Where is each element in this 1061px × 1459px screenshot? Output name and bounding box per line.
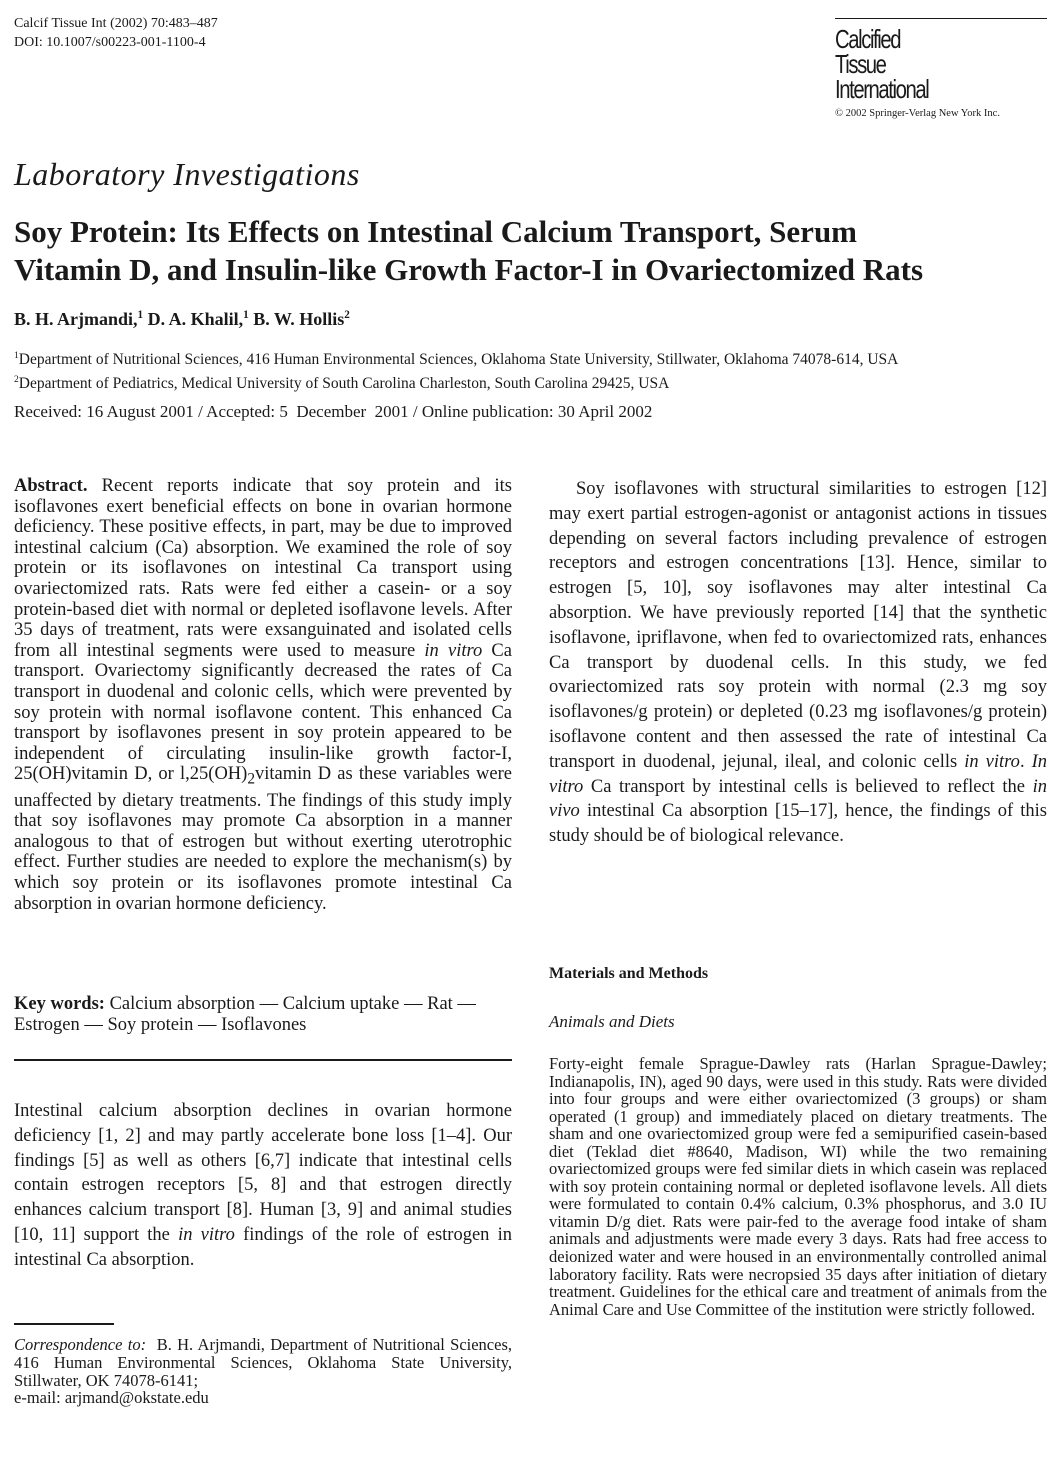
logo-word-3: International [835,74,929,104]
affiliation-text: Department of Pediatrics, Medical University of South Carolina Charleston, South Carolina 29425, USA [18,375,670,393]
author-affiliation-mark: 2 [344,309,350,321]
abstract-text: vitamin D as these variables were unaffected by dietary treatments. The findings of this study imply that soy isoflavones may promote Ca absorption in a manner analogous to that of estrogen but without exerting uterotrophic effect. Further studies are needed to explore the mechanism(s) by which soy protein or its isoflavones promote intestinal Ca absorption in ovarian hormone deficiency. [14,764,512,914]
doi: DOI: 10.1007/s00223-001-1100-4 [14,35,206,50]
keywords-label: Key words: [14,994,105,1014]
correspondence-text: B. H. Arjmandi, Department of Nutritional Sciences, 416 Human Environmental Sciences, Oklahoma State University, Stillwater, OK 74078-6141; [14,1335,517,1390]
paragraph-text: intestinal Ca absorption [15–17], hence, the findings of this study should be of biological relevance. [549,801,1047,847]
intro-paragraph-2 [549,477,1047,849]
paragraph-italic: In vitro [549,751,1048,797]
intro-text: findings of the role of estrogen in intestinal Ca absorption. [14,1224,512,1270]
abstract [14,476,512,914]
paragraph-text: Soy isoflavones with structural similarities to estrogen [12] may exert partial estrogen-agonist or antagonist actions in tissues depending on several factors including prevalence of estrogen receptors and estrogen concentrations [13]. Hence, similar to estrogen [5, 10], soy isoflavones may alter intestinal Ca absorption. We have previously reported [14] that the synthetic isoflavone, ipriflavone, when fed to ovariectomized rats, enhances Ca transport by duodenal cells. In this study, we fed ovariectomized rats soy protein with normal (2.3 mg soy isoflavones/g protein) or depleted (0.23 mg isoflavones/g protein) isoflavone content and then assessed the rate of intestinal Ca transport in duodenal, jejunal, ileal, and colonic cells [549,479,1047,772]
paper-title [14,213,1044,289]
paragraph-italic: in vitro [964,751,1020,772]
affiliation-item [14,346,1054,370]
title-line-2: Vitamin D, and Insulin-like Growth Factor-I in Ovariectomized Rats [14,252,924,287]
abstract-divider [14,1059,512,1061]
abstract-text: Ca transport. Ovariectomy significantly decreased the rates of Ca transport in duodenal and colonic cells, which were prevented by soy protein with normal isoflavone content. This enhanced Ca transport by isoflavones present in soy protein appeared to be independent of circulating insulin-like growth factor-I, 25(OH)vitamin D, or l,25(OH) [14,640,512,785]
paragraph-text: Ca transport by intestinal cells is believed to reflect the [583,776,1033,797]
logo-word-1: Calcified [835,24,901,54]
intro-text: Intestinal calcium absorption declines in ovarian hormone deficiency [1, 2] and may partly accelerate bone loss [1–4]. Our findings [5] as well as others [6,7] indicate that intestinal cells contain estrogen receptors [5, 8] and that estrogen directly enhances calcium transport [8]. Human [3, 9] and animal studies [10, 11] support the [14,1101,512,1245]
methods-heading: Materials and Methods [549,965,709,982]
abstract-subscript: 2 [247,771,256,788]
footnote-divider [14,1323,114,1325]
affiliation-item [14,370,1054,394]
author-name: B. W. Hollis [253,309,345,329]
affiliation-number: 2 [14,374,19,386]
affiliation-number: 1 [14,350,19,361]
title-line-1: Soy Protein: Its Effects on Intestinal Calcium Transport, Serum [14,214,858,249]
methods-subheading: Animals and Diets [549,1012,675,1031]
affiliations [14,346,1054,394]
keywords-text: Calcium absorption — Calcium uptake — Rat — Estrogen — Soy protein — Isoflavones [14,994,476,1035]
citation-block [14,14,218,52]
affiliation-text: Department of Nutritional Sciences, 416 Human Environmental Sciences, Oklahoma State University, Stillwater, Oklahoma 74078-614, USA [18,351,899,369]
journal-citation: Calcif Tissue Int (2002) 70:483–487 [14,16,218,31]
abstract-italic: in vitro [424,640,483,661]
correspondence-label: Correspondence to: [14,1335,147,1354]
journal-logo [835,18,1047,119]
author-list [14,309,350,330]
logo-word-2: Tissue [835,49,886,79]
abstract-text: Recent reports indicate that soy protein and its isoflavones exert beneficial effects on bone in ovarian hormone deficiency. These positive effects, in part, may be due to improved intestinal calcium (Ca) absorption. We examined the role of soy protein or its isoflavones on intestinal Ca transport using ovariectomized rats. Rats were fed either a casein- or a soy protein-based diet with normal or depleted isoflavone levels. After 35 days of treatment, rats were exsanguinated and isolated cells from all intestinal segments were used to measure [14,476,512,661]
author-affiliation-mark: 1 [243,309,249,321]
received-dates: Received: 16 August 2001 / Accepted: 5 December 2001 / Online publication: 30 April 2002 [14,402,653,421]
paragraph-text: . [1019,751,1032,772]
methods-paragraph: Forty-eight female Sprague-Dawley rats (Harlan Sprague-Dawley; Indianapolis, IN), aged 90 days, were used in this study. Rats were divided into four groups and were either ovariectomized (3 groups) or sham operated (1 group) and immediately placed on dietary treatments. The sham and one ovariectomized group were fed a semipurified casein-based diet (Teklad diet #8640, Madison, WI) while the two remaining ovariectomized groups were fed similar diets in which casein was replaced with soy protein containing normal or depleted isoflavone levels. All diets were formulated to contain 0.4% calcium, 0.3% phosphorus, and 3.0 IU vitamin D/g diet. Rats were pair-fed to the average food intake of sham animals and adjustments were made every 3 days. Rats had free access to deionized water and were housed in an environmentally controlled animal laboratory facility. Rats were necropsied 35 days after initiation of dietary treatment. Guidelines for the ethical care and treatment of animals from the Animal Care and Use Committee of the institution were strictly followed. [549,1054,1047,1319]
abstract-label: Abstract. [14,476,88,496]
intro-italic: in vitro [178,1224,235,1245]
author-name: B. H. Arjmandi, [14,309,138,329]
logo-rule [835,18,1047,19]
introduction-paragraph [14,1099,512,1273]
correspondence-email: e-mail: arjmand@okstate.edu [14,1388,209,1408]
section-heading: Laboratory Investigations [14,156,360,192]
keywords [14,994,512,1036]
paragraph-italic: in vivo [549,776,1047,822]
author-name: D. A. Khalil, [147,309,244,329]
correspondence-note [14,1335,517,1408]
copyright: © 2002 Springer-Verlag New York Inc. [835,108,1000,119]
author-affiliation-mark: 1 [137,309,144,321]
